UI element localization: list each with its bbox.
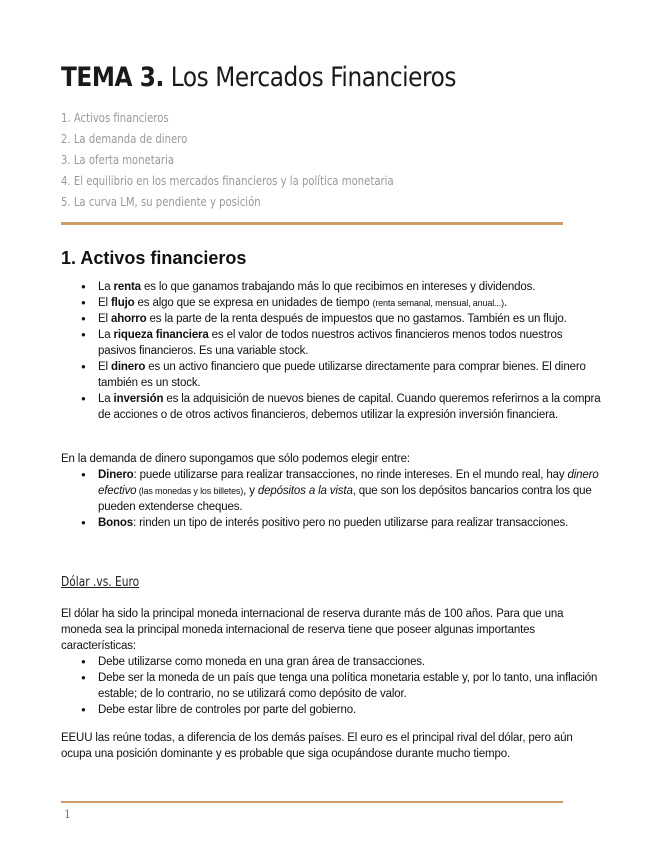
conclusion-paragraph: EEUU las reúne todas, a diferencia de los demás países. El euro es el principal rival del dólar, pero aún ocupa una posición dominante y es probable que siga ocupándose durante mucho tiempo.	[61, 732, 573, 760]
list-item: ● Dinero: puede utilizarse para realizar transacciones, no rinde intereses. En el mundo real, hay dinero efectivo (las monedas y los billetes), y depósitos a la vista, que son los depósitos bancarios contra los que pueden extenderse cheques.	[61, 467, 601, 515]
asset-types-list	[61, 467, 601, 531]
page-title	[61, 60, 456, 96]
term: inversión	[113, 393, 164, 405]
toc-item: 2. La demanda de dinero	[61, 132, 188, 146]
title-number: TEMA 3.	[61, 62, 164, 93]
subsection-heading: Dólar .vs. Euro	[61, 575, 140, 590]
title-text: Los Mercados Financieros	[170, 62, 457, 93]
demand-intro: En la demanda de dinero supongamos que sólo podemos elegir entre:	[61, 453, 410, 465]
list-item: ● El ahorro es la parte de la renta después de impuestos que no gastamos. También es un flujo.	[61, 311, 601, 327]
reserve-intro: El dólar ha sido la principal moneda internacional de reserva durante más de 100 años. Para que una moneda sea la principal moneda internacional de reserva tiene que poseer algunas importantes características:	[61, 608, 564, 652]
list-item: ● Debe ser la moneda de un país que tenga una política monetaria estable y, por lo tanto, una inflación estable; de lo contrario, no se utilizará como depósito de valor.	[61, 670, 601, 702]
term: dinero	[110, 361, 146, 373]
footer-divider	[61, 801, 563, 803]
definitions-list	[61, 279, 601, 423]
list-item: ● El dinero es un activo financiero que puede utilizarse directamente para comprar bienes. El dinero también es un stock.	[61, 359, 601, 391]
term: renta	[113, 281, 141, 293]
page-number: 1	[64, 808, 71, 821]
term: ahorro	[110, 313, 147, 325]
list-item: ● La inversión es la adquisición de nuevos bienes de capital. Cuando queremos referirnos a la compra de acciones o de otros activos financieros, debemos utilizar la expresión inversión financiera.	[61, 391, 601, 423]
list-item: ● Bonos: rinden un tipo de interés positivo pero no pueden utilizarse para realizar transacciones.	[61, 515, 601, 531]
characteristics-list	[61, 654, 601, 718]
toc-item: 5. La curva LM, su pendiente y posición	[61, 195, 261, 209]
term: riqueza financiera	[113, 329, 209, 341]
toc-item: 4. El equilibrio en los mercados financieros y la política monetaria	[61, 174, 394, 188]
section-heading: 1. Activos financieros	[61, 248, 247, 268]
list-item: ● El flujo es algo que se expresa en unidades de tiempo (renta semanal, mensual, anual...).	[61, 295, 601, 311]
list-item: ● La renta es lo que ganamos trabajando más lo que recibimos en intereses y dividendos.	[61, 279, 601, 295]
list-item: ● Debe utilizarse como moneda en una gran área de transacciones.	[61, 654, 601, 670]
header-divider	[61, 222, 563, 225]
toc-item: 1. Activos financieros	[61, 111, 169, 125]
term: flujo	[110, 297, 135, 309]
table-of-contents	[61, 108, 457, 213]
term: Dinero	[98, 469, 134, 481]
toc-item: 3. La oferta monetaria	[61, 153, 175, 167]
term: Bonos	[98, 517, 134, 529]
list-item: ● La riqueza financiera es el valor de todos nuestros activos financieros menos todos nuestros pasivos financieros. Es una variable stock.	[61, 327, 601, 359]
list-item: ● Debe estar libre de controles por parte del gobierno.	[61, 702, 601, 718]
